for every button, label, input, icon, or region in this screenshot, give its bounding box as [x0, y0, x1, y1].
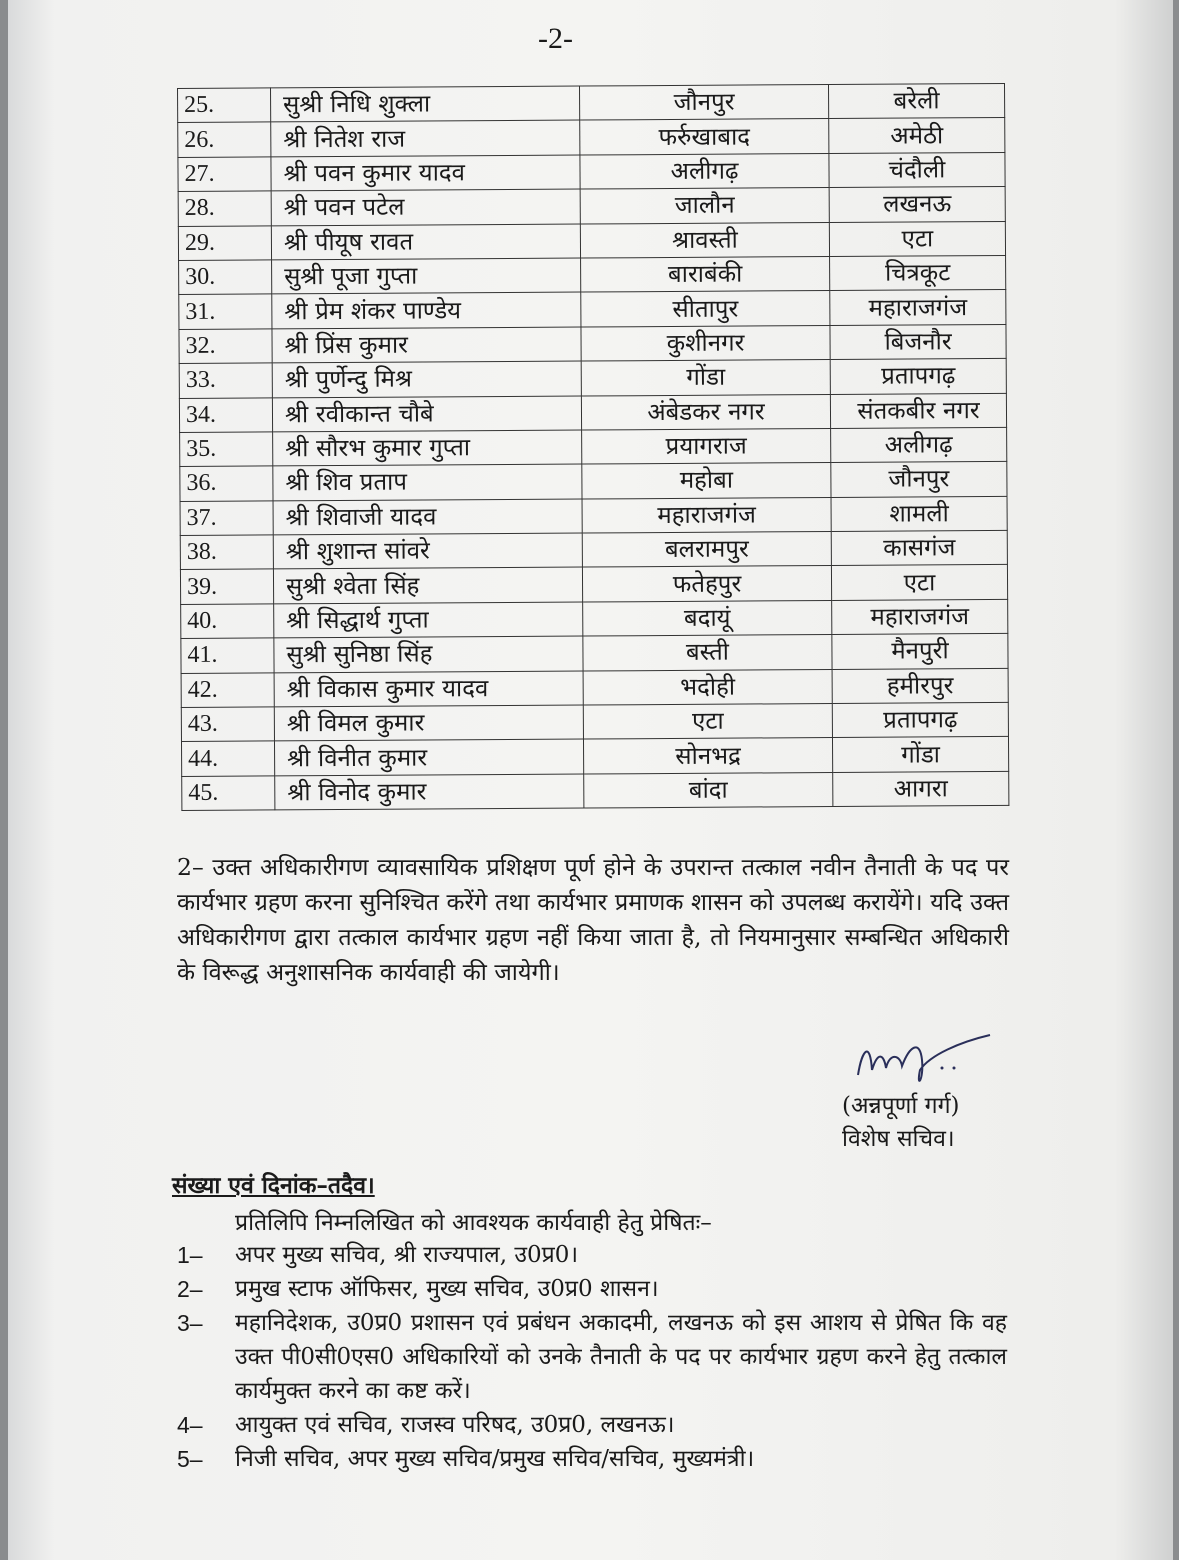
table-row	[178, 83, 1005, 122]
current-district: जौनपुर	[579, 85, 828, 121]
current-district: गोंडा	[581, 360, 830, 396]
officer-name: सुश्री पूजा गुप्ता	[272, 258, 581, 294]
officer-name: सुश्री श्वेता सिंह	[273, 568, 582, 604]
serial-number: 31.	[179, 294, 272, 329]
serial-number: 44.	[181, 741, 274, 776]
officer-name: श्री विनोद कुमार	[275, 774, 584, 810]
current-district: सोनभद्र	[583, 738, 832, 774]
table-row	[178, 221, 1005, 260]
officer-name: सुश्री सुनिष्ठा सिंह	[274, 636, 583, 672]
officer-name: श्री सिद्धार्थ गुप्ता	[274, 602, 583, 638]
current-district: बदायूं	[583, 600, 832, 636]
serial-number: 33.	[179, 363, 272, 398]
posted-district: चित्रकूट	[830, 255, 1006, 290]
serial-number: 29.	[178, 225, 271, 260]
officer-name: श्री विकास कुमार यादव	[274, 671, 583, 707]
officer-name: श्री रवीकान्त चौबे	[272, 396, 581, 432]
posted-district: कासगंज	[831, 531, 1007, 566]
reference-line: संख्या एवं दिनांक–तदैव।	[172, 1172, 375, 1199]
posted-district: प्रतापगढ़	[832, 702, 1008, 737]
officer-name: श्री पुर्णेन्दु मिश्र	[272, 361, 581, 397]
copy-item-number: 4–	[177, 1412, 203, 1438]
table-row	[181, 702, 1008, 741]
serial-number: 39.	[180, 569, 273, 604]
posted-district: जौनपुर	[831, 462, 1007, 497]
table-row	[179, 255, 1006, 294]
officer-name: श्री शुशान्त सांवरे	[273, 533, 582, 569]
current-district: श्रावस्ती	[580, 222, 829, 258]
current-district: प्रयागराज	[582, 428, 831, 464]
serial-number: 45.	[182, 776, 275, 811]
posted-district: एटा	[829, 221, 1005, 256]
table-row	[180, 427, 1007, 466]
copy-item-text: प्रमुख स्टाफ ऑफिसर, मुख्य सचिव, उ0प्र0 शासन।	[235, 1276, 659, 1302]
table-row	[181, 634, 1008, 673]
copy-item	[177, 1442, 1007, 1476]
copy-item-number: 5–	[177, 1446, 203, 1472]
copy-list	[177, 1238, 1007, 1476]
officer-name: श्री पीयूष रावत	[271, 224, 580, 260]
officer-name: श्री प्रेम शंकर पाण्डेय	[272, 292, 581, 328]
posted-district: चंदौली	[829, 152, 1005, 187]
serial-number: 38.	[180, 535, 273, 570]
current-district: बलरामपुर	[582, 532, 831, 568]
copy-item	[177, 1408, 1007, 1442]
officer-name: श्री पवन पटेल	[271, 189, 580, 225]
table-row	[179, 324, 1006, 363]
signatory-designation: विशेष सचिव।	[842, 1126, 955, 1152]
officer-name: श्री शिव प्रताप	[273, 464, 582, 500]
serial-number: 26.	[178, 122, 271, 157]
current-district: बांदा	[584, 772, 833, 808]
serial-number: 28.	[178, 191, 271, 226]
officer-name: श्री शिवाजी यादव	[273, 499, 582, 535]
copy-item-number: 3–	[177, 1310, 203, 1336]
posted-district: संतकबीर नगर	[830, 393, 1006, 428]
copy-intro: प्रतिलिपि निम्नलिखित को आवश्यक कार्यवाही हेतु प्रेषितः–	[235, 1210, 712, 1236]
signatory-block	[842, 1090, 960, 1156]
serial-number: 32.	[179, 329, 272, 364]
page-number: -2-	[538, 22, 573, 55]
current-district: जालौन	[580, 188, 829, 224]
copy-item-text: आयुक्त एवं सचिव, राजस्व परिषद, उ0प्र0, लखनऊ।	[235, 1412, 675, 1438]
table-row	[179, 359, 1006, 398]
copy-item-text: महानिदेशक, उ0प्र0 प्रशासन एवं प्रबंधन अकादमी, लखनऊ को इस आशय से प्रेषित कि वह उक्त पी0सी0एस0 अधिकारियों को उनके तैनाती के पद पर कार्यभार ग्रहण करने हेतु तत्काल कार्यमुक्त करने का कष्ट करें।	[235, 1310, 1007, 1404]
current-district: अलीगढ़	[580, 153, 829, 189]
posted-district: हमीरपुर	[832, 668, 1008, 703]
copy-item	[177, 1272, 1007, 1306]
table-row	[180, 531, 1007, 570]
copy-item	[177, 1238, 1007, 1272]
copy-item-number: 1–	[177, 1242, 203, 1268]
officer-name: श्री पवन कुमार यादव	[271, 155, 580, 191]
current-district: फर्रुखाबाद	[580, 119, 829, 155]
serial-number: 36.	[180, 466, 273, 501]
table-row	[181, 599, 1008, 638]
table-row	[178, 152, 1005, 191]
posted-district: महाराजगंज	[832, 599, 1008, 634]
table-row	[178, 118, 1005, 157]
officer-name: श्री विमल कुमार	[274, 705, 583, 741]
officer-name: श्री सौरभ कुमार गुप्ता	[273, 430, 582, 466]
current-district: फतेहपुर	[582, 566, 831, 602]
current-district: महाराजगंज	[582, 497, 831, 533]
current-district: सीतापुर	[581, 291, 830, 327]
current-district: कुशीनगर	[581, 325, 830, 361]
serial-number: 41.	[181, 638, 274, 673]
posted-district: एटा	[831, 565, 1007, 600]
serial-number: 40.	[181, 604, 274, 639]
officer-name: श्री नितेश राज	[271, 120, 580, 156]
table-row	[178, 187, 1005, 226]
posted-district: मैनपुरी	[832, 634, 1008, 669]
posted-district: प्रतापगढ़	[830, 359, 1006, 394]
current-district: अंबेडकर नगर	[581, 394, 830, 430]
copy-item-text: अपर मुख्य सचिव, श्री राज्यपाल, उ0प्र0।	[235, 1242, 579, 1268]
current-district: एटा	[583, 704, 832, 740]
serial-number: 37.	[180, 501, 273, 536]
table-row	[179, 290, 1006, 329]
table-row	[179, 393, 1006, 432]
posted-district: बिजनौर	[830, 324, 1006, 359]
signatory-name: (अन्नपूर्णा गर्ग)	[842, 1093, 960, 1119]
posting-table	[177, 83, 1009, 811]
serial-number: 27.	[178, 157, 271, 192]
table-row	[181, 668, 1008, 707]
posted-district: अमेठी	[829, 118, 1005, 153]
posted-district: बरेली	[828, 83, 1004, 118]
copy-item-text: निजी सचिव, अपर मुख्य सचिव/प्रमुख सचिव/सचिव, मुख्यमंत्री।	[235, 1446, 755, 1472]
officer-name: श्री विनीत कुमार	[274, 739, 583, 775]
posted-district: गोंडा	[832, 737, 1008, 772]
posted-district: आगरा	[833, 771, 1009, 806]
serial-number: 42.	[181, 673, 274, 708]
serial-number: 43.	[181, 707, 274, 742]
serial-number: 25.	[178, 88, 271, 123]
serial-number: 30.	[179, 260, 272, 295]
table-row	[182, 771, 1009, 810]
current-district: बाराबंकी	[581, 256, 830, 292]
current-district: बस्ती	[583, 635, 832, 671]
current-district: भदोही	[583, 669, 832, 705]
officer-name: श्री प्रिंस कुमार	[272, 327, 581, 363]
serial-number: 34.	[179, 397, 272, 432]
posted-district: लखनऊ	[829, 187, 1005, 222]
posted-district: शामली	[831, 496, 1007, 531]
posted-district: महाराजगंज	[830, 290, 1006, 325]
posted-district: अलीगढ़	[831, 427, 1007, 462]
copy-item	[177, 1306, 1007, 1408]
table-row	[181, 737, 1008, 776]
copy-item-number: 2–	[177, 1276, 203, 1302]
table-row	[180, 565, 1007, 604]
table-row	[180, 496, 1007, 535]
officer-name: सुश्री निधि शुक्ला	[271, 86, 580, 122]
table-row	[180, 462, 1007, 501]
serial-number: 35.	[180, 432, 273, 467]
current-district: महोबा	[582, 463, 831, 499]
paragraph-2: 2– उक्त अधिकारीगण व्यावसायिक प्रशिक्षण पूर्ण होने के उपरान्त तत्काल नवीन तैनाती के पद पर कार्यभार ग्रहण करना सुनिश्चित करेंगे तथा कार्यभार प्रमाणक शासन को उपलब्ध करायेंगे। यदि उक्त अधिकारीगण द्वारा तत्काल कार्यभार ग्रहण नहीं किया जाता है, तो नियमानुसार सम्बन्धित अधिकारी के विरूद्ध अनुशासनिक कार्यवाही की जायेगी।	[177, 853, 1009, 986]
